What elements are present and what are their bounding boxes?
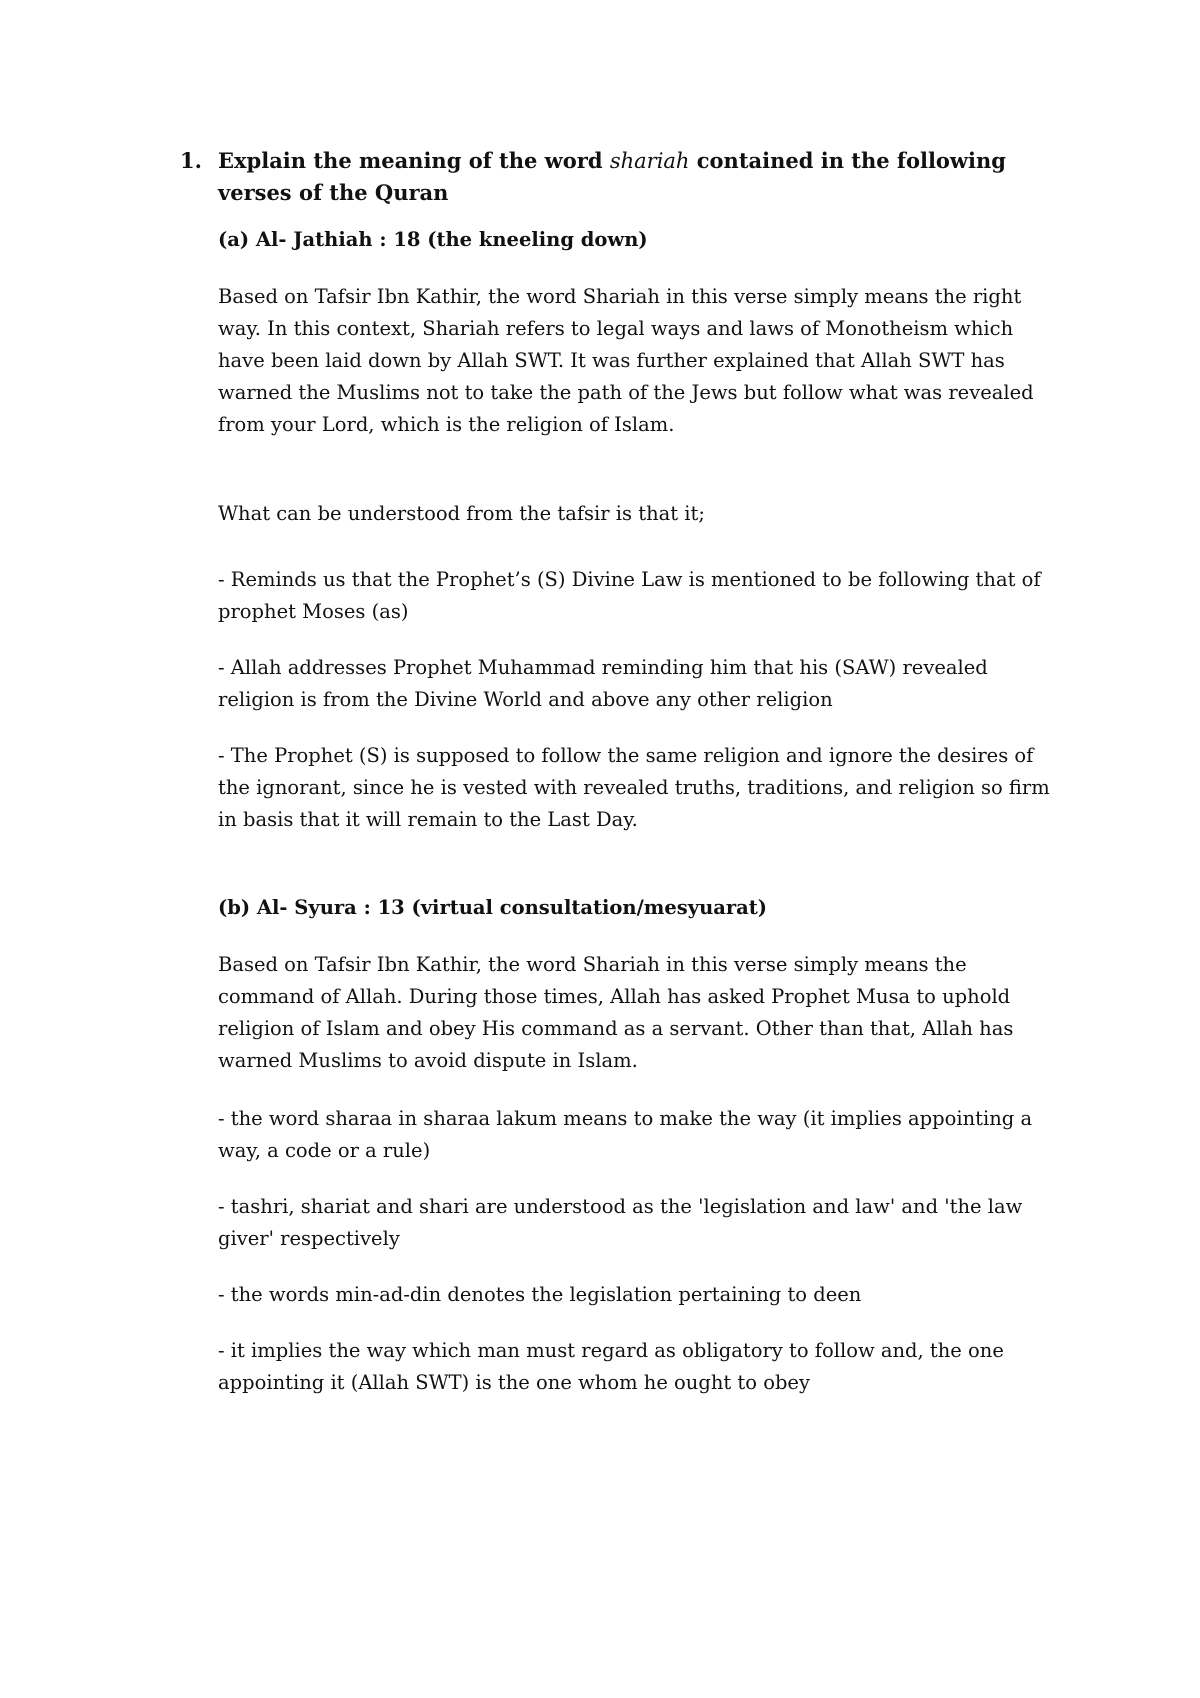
question-number: 1. — [180, 148, 202, 173]
section-a-bullet: - Allah addresses Prophet Muhammad reminding him that his (SAW) revealed religion is from the Divine World and above any other religion — [218, 656, 988, 711]
section-a-heading: (a) Al- Jathiah : 18 (the kneeling down) — [218, 228, 648, 251]
section-b-bullet: - the words min-ad-din denotes the legislation pertaining to deen — [218, 1283, 862, 1306]
question-heading-italic: shariah — [609, 149, 690, 173]
section-b-paragraph-text: Based on Tafsir Ibn Kathir, the word Shariah in this verse simply means the command of Allah. During those times, Allah has asked Prophet Musa to uphold religion of Islam and obey His command as a servant. Other than that, Allah has warned Muslims to avoid dispute in Islam. — [218, 953, 1014, 1072]
section-b-bullet: - tashri, shariat and shari are understood as the 'legislation and law' and 'the law giver' respectively — [218, 1195, 1023, 1250]
section-b-paragraph — [218, 949, 1063, 1077]
question-heading-after: contained in the following verses of the Quran — [218, 148, 1006, 205]
section-b-bullet: - it implies the way which man must regard as obligatory to follow and, the one appointing it (Allah SWT) is the one whom he ought to obey — [218, 1339, 1004, 1394]
section-a-bullet: - Reminds us that the Prophet’s (S) Divine Law is mentioned to be following that of prophet Moses (as) — [218, 568, 1041, 623]
section-a-paragraph — [218, 281, 1063, 441]
section-a-bullet: - The Prophet (S) is supposed to follow the same religion and ignore the desires of the ignorant, since he is vested with revealed truths, traditions, and religion so firm in basis that it will remain to the Last Day. — [218, 744, 1050, 831]
section-b-heading: (b) Al- Syura : 13 (virtual consultation/mesyuarat) — [218, 896, 768, 919]
section-a-intro: What can be understood from the tafsir is that it; — [218, 502, 705, 525]
section-b-bullet: - the word sharaa in sharaa lakum means to make the way (it implies appointing a way, a code or a rule) — [218, 1107, 1033, 1162]
question-heading — [218, 145, 1078, 209]
question-heading-before: Explain the meaning of the word — [218, 148, 610, 173]
section-a-paragraph-text: Based on Tafsir Ibn Kathir, the word Shariah in this verse simply means the right way. In this context, Shariah refers to legal ways and laws of Monotheism which have been laid down by Allah SWT. It was further explained that Allah SWT has warned the Muslims not to take the path of the Jews but follow what was revealed from your Lord, which is the religion of Islam. — [218, 285, 1034, 436]
